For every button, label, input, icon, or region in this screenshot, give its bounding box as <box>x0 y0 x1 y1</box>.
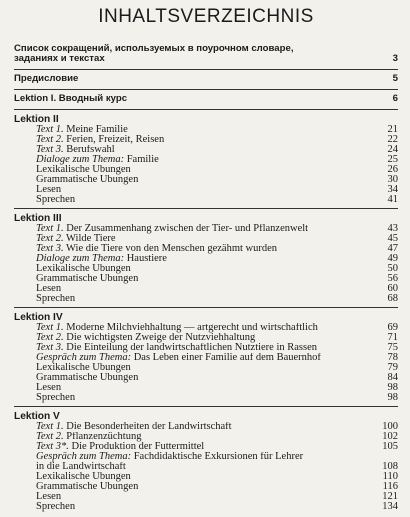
toc-page-number: 5 <box>392 73 398 84</box>
toc-item-cont: in die Landwirtschaft 108 <box>36 461 398 472</box>
toc-item: Lesen 121 <box>36 491 398 502</box>
lektion-heading: Lektion III <box>14 213 62 224</box>
toc-entry-abbreviations-cont <box>14 54 398 64</box>
toc-item: Grammatische Übungen 84 <box>36 372 398 383</box>
toc-item: Text 1. Moderne Milchviehhaltung — artgerecht und wirtschaftlich 69 <box>36 322 398 333</box>
toc-item: Text 1. Der Zusammenhang zwischen der Tier- und Pflanzenwelt 43 <box>36 223 398 234</box>
toc-item: Sprechen 68 <box>36 293 398 304</box>
toc-item: Text 1. Meine Familie 21 <box>36 124 398 135</box>
toc-item: Dialoge zum Thema: Haustiere 49 <box>36 253 398 264</box>
toc-entry-label: заданиях и текстах <box>14 54 105 64</box>
toc-item: Sprechen 41 <box>36 194 398 205</box>
toc-entry-label: Предисловие <box>14 74 79 84</box>
toc-item: Text 2. Wilde Tiere 45 <box>36 233 398 244</box>
toc-item: Text 3*. Die Produktion der Futtermittel 105 <box>36 441 398 452</box>
toc-item: Sprechen 134 <box>36 501 398 512</box>
toc-item: Lexikalische Übungen 50 <box>36 263 398 274</box>
lektion-4-section <box>14 312 398 403</box>
page-title: INHALTSVERZEICHNIS <box>98 6 314 27</box>
toc-item: Text 2. Die wichtigsten Zweige der Nutzviehhaltung 71 <box>36 332 398 343</box>
toc-entry-lektion-1 <box>14 94 398 104</box>
toc-item: Text 3. Die Einteilung der landwirtschaftlichen Nutztiere in Rassen 75 <box>36 342 398 353</box>
toc-page-number: 6 <box>392 93 398 104</box>
toc-item: Text 1. Die Besonderheiten der Landwirtschaft 100 <box>36 421 398 432</box>
toc-entry-label: Lektion I. Вводный курс <box>14 94 128 104</box>
toc-item: Lexikalische Übungen 110 <box>36 471 398 482</box>
toc-item: Grammatische Übungen 116 <box>36 481 398 492</box>
toc-item: Lexikalische Übungen 79 <box>36 362 398 373</box>
toc-item: Lesen 34 <box>36 184 398 195</box>
toc-item: Grammatische Übungen 30 <box>36 174 398 185</box>
toc-item: Sprechen 98 <box>36 392 398 403</box>
toc-item: Text 2. Pflanzenzüchtung 102 <box>36 431 398 442</box>
lektion-heading: Lektion II <box>14 114 59 125</box>
toc-page-number: 3 <box>392 53 398 64</box>
lektion-5-section <box>14 411 398 512</box>
toc-item: Lesen 60 <box>36 283 398 294</box>
toc-item: Lesen 98 <box>36 382 398 393</box>
toc-item: Dialoge zum Thema: Familie 25 <box>36 154 398 165</box>
toc-item: Text 3. Wie die Tiere von den Menschen gezähmt wurden 47 <box>36 243 398 254</box>
toc-item: Text 3. Berufswahl 24 <box>36 144 398 155</box>
lektion-2-section <box>14 114 398 205</box>
lektion-heading: Lektion IV <box>14 312 63 323</box>
toc-entry-label: Список сокращений, используемых в поурочном словаре, <box>14 44 294 54</box>
toc-item: Gespräch zum Thema: Das Leben einer Familie auf dem Bauernhof 78 <box>36 352 398 363</box>
front-matter <box>14 44 398 110</box>
toc-item: Lexikalische Übungen 26 <box>36 164 398 175</box>
lektion-3-section <box>14 213 398 304</box>
toc-item: Grammatische Übungen 56 <box>36 273 398 284</box>
toc-entry-abbreviations <box>14 44 398 54</box>
toc-item: Gespräch zum Thema: Fachdidaktische Exkursionen für Lehrer <box>36 452 304 462</box>
lektion-heading: Lektion V <box>14 411 60 422</box>
toc-item: Text 2. Ferien, Freizeit, Reisen 22 <box>36 134 398 145</box>
toc-entry-preface <box>14 74 398 84</box>
